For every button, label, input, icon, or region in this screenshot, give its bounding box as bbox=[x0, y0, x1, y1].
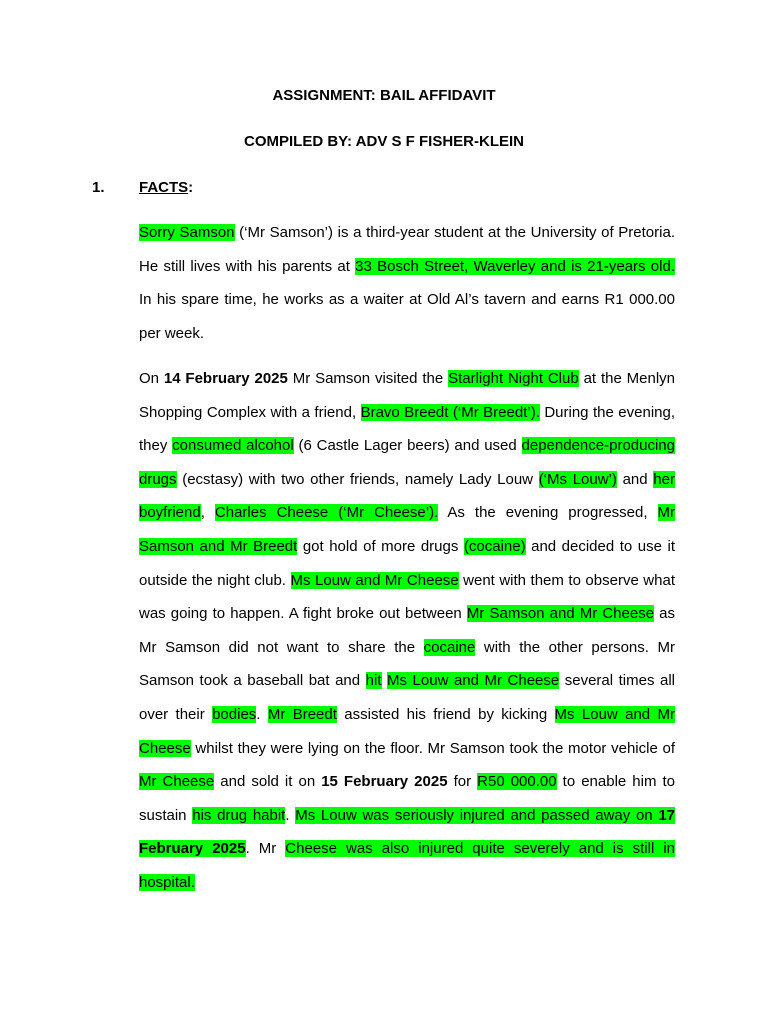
text-segment: On bbox=[139, 370, 164, 387]
highlight-address: 33 Bosch Street, Waverley and is 21-years old. bbox=[355, 257, 675, 275]
highlight-hit: hit bbox=[365, 672, 382, 690]
section-heading-colon: : bbox=[188, 179, 194, 196]
highlight-friend: Bravo Breedt (‘Mr Breedt’). bbox=[360, 403, 540, 421]
highlight-cocaine: cocaine bbox=[423, 638, 476, 656]
section-heading bbox=[92, 179, 193, 197]
text-segment: went with them to observe what was going to happen. A fight broke out between bbox=[139, 571, 675, 623]
text-segment: In his spare time, he works as a waiter at Old Al’s tavern and earns R1 000.00 per week. bbox=[139, 291, 675, 342]
text-segment: . bbox=[285, 806, 296, 824]
text-segment: (‘Mr Samson’) is a third-year student at the University of Pretoria. He still lives with his parents at bbox=[139, 224, 675, 275]
highlight-venue: Starlight Night Club bbox=[448, 370, 579, 387]
highlight-bold-date: 17 February 2025 bbox=[139, 806, 676, 858]
text-segment: with the other persons. Mr Samson took a baseball bat and bbox=[139, 638, 676, 690]
text-segment: for bbox=[447, 773, 478, 791]
highlight-mr-cheese: Charles Cheese (‘Mr Cheese’). bbox=[214, 504, 439, 522]
text-segment: to enable him to sustain bbox=[139, 773, 676, 824]
highlight-samson-cheese: Mr Samson and Mr Cheese bbox=[466, 605, 655, 623]
text-segment: (ecstasy) with two other friends, namely Lady Louw bbox=[176, 470, 539, 488]
highlight-louw-cheese: Ms Louw and Mr Cheese bbox=[290, 571, 459, 589]
highlight-alcohol: consumed alcohol bbox=[172, 437, 294, 455]
text-segment: at the Menlyn Shopping Complex with a friend, bbox=[139, 370, 676, 421]
highlight-drug-habit: his drug habit bbox=[192, 806, 286, 824]
section-heading-text: FACTS bbox=[139, 179, 189, 196]
highlight-mr-cheese: Mr Cheese bbox=[139, 773, 215, 791]
paragraph-intro bbox=[139, 216, 675, 350]
bold-date: 14 February 2025 bbox=[163, 370, 288, 387]
highlight-cheese-hospital: Cheese was also injured quite severely and is still in hospital. bbox=[139, 840, 675, 891]
text-segment: Mr Samson visited the bbox=[287, 370, 449, 387]
highlight-samson-breedt: Mr Samson and Mr Breedt bbox=[139, 504, 676, 555]
highlight-louw-death: Ms Louw was seriously injured and passed away on bbox=[295, 806, 659, 824]
highlight-boyfriend: her boyfriend bbox=[139, 470, 675, 522]
highlight-cocaine: (cocaine) bbox=[463, 537, 526, 555]
highlight-bodies: bodies bbox=[212, 705, 257, 723]
bold-date: 15 February 2025 bbox=[321, 773, 448, 791]
paragraph-events bbox=[139, 362, 675, 900]
text-segment: assisted his friend by kicking bbox=[336, 705, 555, 723]
text-segment: and sold it on bbox=[214, 773, 322, 791]
text-segment: several times all over their bbox=[139, 672, 676, 723]
text-segment: and bbox=[616, 470, 654, 488]
text-segment: , bbox=[200, 504, 215, 522]
text-segment: . bbox=[256, 705, 268, 723]
text-segment: whilst they were lying on the floor. Mr Samson took the motor vehicle of bbox=[190, 739, 675, 757]
text-segment: (6 Castle Lager beers) and used bbox=[293, 437, 522, 455]
text-segment: During the evening, they bbox=[139, 403, 676, 455]
text-segment: as Mr Samson did not want to share the bbox=[139, 605, 675, 656]
text-segment: got hold of more drugs bbox=[297, 537, 464, 555]
highlight-amount: R50 000.00 bbox=[477, 773, 557, 791]
highlight-name: Sorry Samson bbox=[139, 224, 235, 241]
text-segment: As the evening progressed, bbox=[438, 504, 658, 522]
text-segment: . Mr bbox=[245, 840, 286, 858]
highlight-mr-breedt: Mr Breedt bbox=[267, 705, 337, 723]
highlight-drugs: dependence-producing drugs bbox=[139, 437, 675, 488]
section-number: 1. bbox=[92, 179, 105, 196]
highlight-louw-cheese: Ms Louw and Mr Cheese bbox=[387, 672, 560, 690]
text-segment: and decided to use it outside the night club. bbox=[139, 537, 675, 589]
document-title: ASSIGNMENT: BAIL AFFIDAVIT bbox=[272, 87, 496, 104]
highlight-louw-cheese: Ms Louw and Mr Cheese bbox=[139, 705, 676, 757]
highlight-ms-louw: (‘Ms Louw’) bbox=[538, 470, 617, 488]
compiled-by-line: COMPILED BY: ADV S F FISHER-KLEIN bbox=[243, 133, 524, 150]
